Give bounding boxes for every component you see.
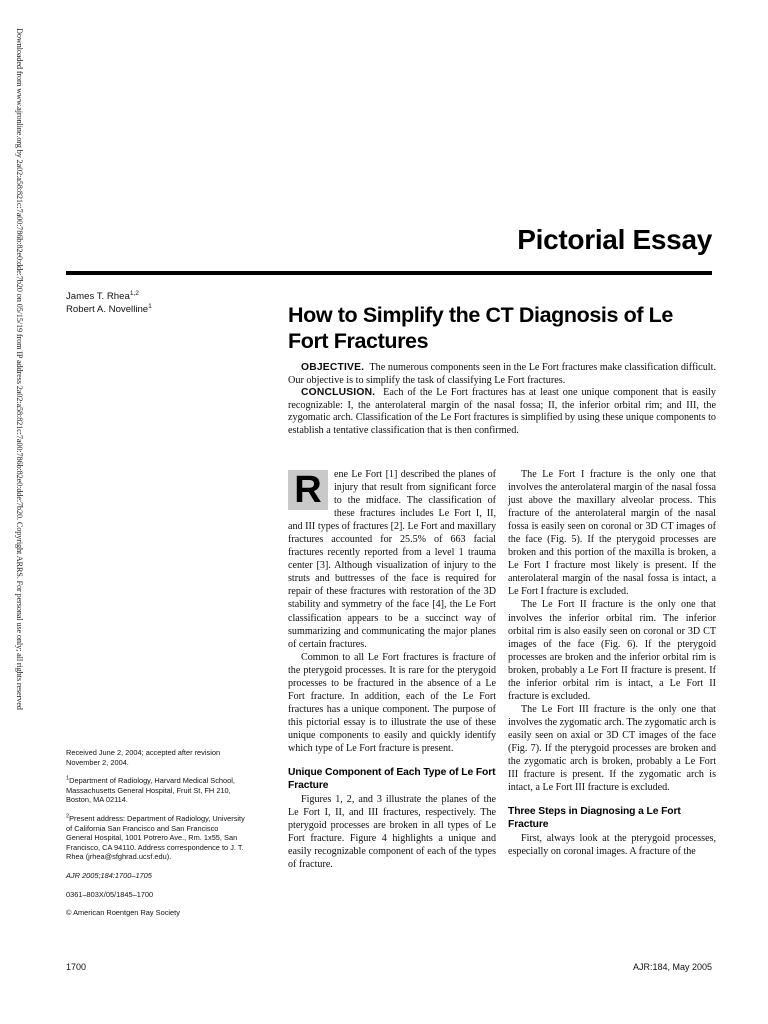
footnote-issn: 0361–803X/05/1845–1700 [66,889,154,899]
abstract-conclusion-text: Each of the Le Fort fractures has at least one unique component that is easily recognizable: I, the anterolateral margin of the nasal fossa; II, the inferior orbital rim; and III, the zygomatic arch. Classification of the Le Fort fractures is simplified by using these unique components to establish a tentative classification that is then confirmed. [288,387,717,436]
author-name: James T. Rhea [66,291,130,302]
footnote-marker: 2 [66,813,70,820]
header-divider-rule [66,271,712,275]
abstract-objective-label: OBJECTIVE. [301,362,365,373]
footnote-marker: 1 [66,775,70,782]
body-paragraph: First, always look at the pterygoid processes, especially on coronal images. A fracture of the [508,833,716,858]
author-block [66,290,266,316]
author-entry [66,303,266,316]
footnote-affiliation-1-text: Department of Radiology, Harvard Medical School, Massachusetts General Hospital, Fruit St, FH 210, Boston, MA 02114. [66,776,235,805]
footnote-citation: AJR 2005;184:1700–1705 [66,870,152,880]
footer-page-number: 1700 [66,962,87,972]
article-title: How to Simplify the CT Diagnosis of Le Fort Fractures [288,303,673,354]
abstract-objective [288,362,716,387]
section-heading-unique-component: Unique Component of Each Type of Le Fort Fracture [288,767,496,792]
drop-cap-letter: R [288,470,328,510]
abstract-section [288,362,716,438]
body-paragraph: Common to all Le Fort fractures is fracture of the pterygoid processes. It is rare for the pterygoid processes to be fractured in the absence of a Le Fort fracture. In addition, each of the Le Fort fractures has a unique component. The purpose of this pictorial essay is to illustrate the use of these unique components to easily and quickly identify which type of Le Fort fracture is present. [288,651,496,754]
section-heading-three-steps: Three Steps in Diagnosing a Le Fort Fracture [508,806,681,831]
body-paragraph-text: ene Le Fort [1] described the planes of injury that result from significant force to the midface. The classification of these fractures includes Le Fort I, II, and III types of fractures [2]. Le Fort and maxillary fractures accounted for 25.5% of 663 facial fractures recently reported from a level 1 trauma center [3]. Although visualization of injury to the struts and buttresses of the face is required for repair of these fractures with restoration of the 3D stability and symmetry of the face [4], the Le Fort classification appears to be a succinct way of summarizing and communicating the major planes of certain fractures. [288,469,496,650]
body-paragraph [288,468,496,651]
body-column-right [508,468,716,858]
abstract-conclusion-label: CONCLUSION. [301,387,376,399]
body-column-left [288,468,496,871]
body-paragraph: The Le Fort III fracture is the only one that involves the zygomatic arch. The zygomatic arch is easily seen on axial or 3D CT images of the face (Fig. 7). If the pterygoid processes are broken and the zygomatic arch is broken, probably a Le Fort III fracture is present. If the zygomatic arch is intact, a Le Fort III fracture is excluded. [508,703,716,794]
footnote-affiliation-1 [66,776,246,805]
abstract-objective-text: The numerous components seen in the Le Fort fractures make classification difficult. Our objective is to simplify the task of classifying Le Fort fractures. [288,362,716,386]
page-kicker: Pictorial Essay [517,224,712,255]
body-paragraph: Figures 1, 2, and 3 illustrate the planes of the Le Fort I, II, and III fractures, respectively. The pterygoid processes are broken in all types of Le Fort fracture. Figure 4 highlights a unique and easily recognizable component of each of the types of fracture. [288,794,496,871]
abstract-conclusion [288,387,716,437]
footnote-affiliation-2 [66,814,246,862]
author-affiliation-marker: 1,2 [129,289,139,297]
footnote-affiliation-2-text: Present address: Department of Radiology, University of California San Francisco and San Francisco General Hospital, 1001 Potrero Ave., Rm. 1x55, San Francisco, CA 94110. Address correspondence to J. T. Rhea (jrhea@sfghrad.ucsf.edu). [66,813,245,862]
author-entry [66,290,266,303]
author-name: Robert A. Novelline [66,304,149,315]
body-paragraph: The Le Fort II fracture is the only one that involves the inferior orbital rim. The inferior orbital rim is also easily seen on coronal or 3D CT images of the face (Fig. 6). If the pterygoid processes are broken and the inferior orbital rim is broken, probably a Le Fort II fracture is present. If the inferior orbital rim is intact, a Le Fort II fracture is excluded. [508,599,716,702]
author-affiliation-marker: 1 [148,302,152,310]
footnote-received-date: Received June 2, 2004; accepted after revision November 2, 2004. [66,748,221,767]
footnote-block [66,748,246,927]
body-paragraph: The Le Fort I fracture is the only one that involves the anterolateral margin of the nasal fossa just above the maxillary alveolar process. This fracture of the anterolateral margin of the nasal fossa is easily seen on coronal or 3D CT images of the face (Fig. 5). If the pterygoid processes are broken and this portion of the maxilla is broken, a Le Fort I fracture most likely is present. If the anterolateral margin of the nasal fossa is intact, a Le Fort I fracture is excluded. [508,469,716,598]
footer-journal-reference: AJR:184, May 2005 [632,962,712,972]
download-watermark-notice: Downloaded from www.ajronline.org by 2a02:a58:821c:7a00:786b:82e0:dde:7b20 on 05/15/19 from IP address 2a02:a58:821c:7a00:786b:82e0:dde:7b20. Copyright ARRS. For personal use only; all rights reserved [15,28,24,710]
footnote-copyright: © American Roentgen Ray Society [66,908,180,918]
